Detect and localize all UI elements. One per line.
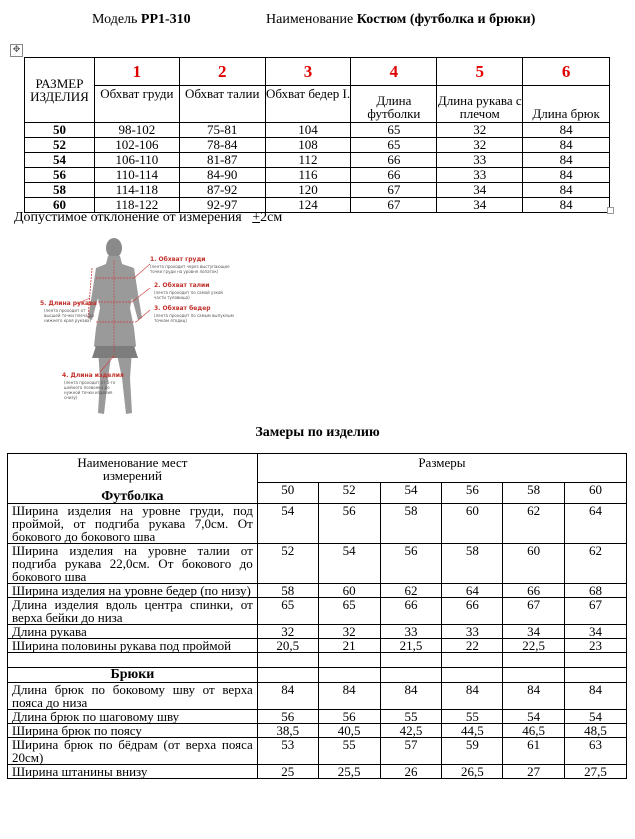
measure-value: 21 [318, 638, 380, 652]
col-num-2: 2 [179, 58, 265, 86]
col-num-5: 5 [437, 58, 523, 86]
size-row [25, 138, 610, 153]
size-col-header: 50 [257, 482, 318, 503]
tolerance-note [14, 210, 282, 226]
measure-value: 56 [380, 543, 442, 583]
col-num-6: 6 [523, 58, 610, 86]
measure-value: 64 [442, 583, 503, 597]
col-label-6: Длина брюк [523, 86, 610, 123]
measure-value: 84 [442, 682, 503, 709]
measure-value: 57 [380, 737, 442, 764]
measure-value: 60 [442, 503, 503, 543]
measure-value: 64 [565, 503, 627, 543]
tolerance-value: 2см [260, 210, 283, 225]
measure-label: Ширина штанины внизу [8, 764, 258, 778]
measure-value: 20,5 [257, 638, 318, 652]
measure-value: 21,5 [380, 638, 442, 652]
measure-value: 48,5 [565, 723, 627, 737]
value-cell: 84 [523, 138, 610, 153]
value-cell: 106-110 [94, 153, 179, 168]
measure-value: 27,5 [565, 764, 627, 778]
measure-row [8, 682, 627, 709]
fig-note-1: (лента проходит через выступающие точки груди на уровне лопаток) [150, 264, 230, 274]
size-cell: 56 [25, 168, 95, 183]
name-value: Костюм (футболка и брюки) [356, 12, 536, 27]
size-col-header: 58 [503, 482, 565, 503]
value-cell: 33 [437, 168, 523, 183]
value-cell: 66 [351, 153, 437, 168]
value-cell: 114-118 [94, 183, 179, 198]
measure-row [8, 543, 627, 583]
measure-value: 62 [503, 503, 565, 543]
value-cell: 32 [437, 123, 523, 138]
measure-label: Ширина брюк по поясу [8, 723, 258, 737]
measure-value: 40,5 [318, 723, 380, 737]
col-label-1: Обхват груди [94, 86, 179, 123]
measure-row [8, 709, 627, 723]
value-cell: 67 [351, 198, 437, 213]
spacer-row [8, 652, 258, 667]
measure-value: 46,5 [503, 723, 565, 737]
value-cell: 65 [351, 123, 437, 138]
fig-note-3: (лента проходит по самым выпуклым точкам ягодиц) [154, 313, 234, 323]
size-cell: 58 [25, 183, 95, 198]
size-cell: 50 [25, 123, 95, 138]
measure-value: 34 [565, 624, 627, 638]
fig-label-1: 1. Обхват груди [150, 256, 206, 263]
measure-value: 61 [503, 737, 565, 764]
col-label-3: Обхват бедер I. [265, 86, 351, 123]
measure-label: Ширина изделия на уровне талии от подгиба рукава 22,0см. От бокового до бокового шва [8, 543, 258, 583]
measure-value: 67 [503, 597, 565, 624]
fig-label-5: 5. Длина рукава [40, 300, 97, 307]
table-resize-handle[interactable] [607, 207, 614, 214]
measure-value: 58 [257, 583, 318, 597]
table-move-handle-icon[interactable]: ✥ [10, 44, 23, 57]
size-col-header: 52 [318, 482, 380, 503]
col-num-4: 4 [351, 58, 437, 86]
value-cell: 34 [437, 198, 523, 213]
value-cell: 34 [437, 183, 523, 198]
value-cell: 84 [523, 183, 610, 198]
fig-note-5: (лента проходит от высшей точки плеча до нижнего края рукава) [44, 308, 95, 323]
measure-value: 23 [565, 638, 627, 652]
size-col-header: 54 [380, 482, 442, 503]
measure-value: 56 [318, 709, 380, 723]
size-table [24, 57, 610, 213]
measure-row [8, 737, 627, 764]
measure-value: 27 [503, 764, 565, 778]
size-row [25, 123, 610, 138]
measure-row [8, 597, 627, 624]
model-label: Модель [92, 12, 138, 27]
measure-value: 84 [318, 682, 380, 709]
measure-value: 60 [503, 543, 565, 583]
measure-row [8, 723, 627, 737]
measure-value: 62 [565, 543, 627, 583]
measure-value: 44,5 [442, 723, 503, 737]
measure-value: 54 [257, 503, 318, 543]
measure-label: Длина брюк по шаговому шву [8, 709, 258, 723]
fig-note-4: (лента проходит от 6-го шейного позвонка до нужной точки изделия снизу) [64, 380, 116, 400]
value-cell: 75-81 [179, 123, 265, 138]
measure-row [8, 624, 627, 638]
name-label: Наименование [266, 12, 354, 27]
measure-row [8, 764, 627, 778]
sizes-header: Размеры [257, 454, 626, 483]
measure-label: Длина изделия вдоль центра спинки, от верха бейки до низа [8, 597, 258, 624]
tshirt-title: Футболка [8, 482, 258, 503]
col-label-2: Обхват талии [179, 86, 265, 123]
measure-value: 26,5 [442, 764, 503, 778]
value-cell: 120 [265, 183, 351, 198]
value-cell: 124 [265, 198, 351, 213]
measure-value: 58 [442, 543, 503, 583]
size-cell: 54 [25, 153, 95, 168]
size-cell: 60 [25, 198, 95, 213]
value-cell: 32 [437, 138, 523, 153]
measure-value: 56 [257, 709, 318, 723]
measurement-figure [34, 238, 244, 428]
measure-value: 63 [565, 737, 627, 764]
value-cell: 87-92 [179, 183, 265, 198]
value-cell: 84 [523, 123, 610, 138]
measure-value: 32 [257, 624, 318, 638]
measure-value: 66 [503, 583, 565, 597]
measure-label: Ширина брюк по бёдрам (от верха пояса 20см) [8, 737, 258, 764]
measure-value: 33 [442, 624, 503, 638]
measure-value: 53 [257, 737, 318, 764]
measure-value: 55 [380, 709, 442, 723]
col-num-1: 1 [94, 58, 179, 86]
value-cell: 118-122 [94, 198, 179, 213]
size-cell: 52 [25, 138, 95, 153]
value-cell: 104 [265, 123, 351, 138]
value-cell: 78-84 [179, 138, 265, 153]
measure-value: 54 [318, 543, 380, 583]
measure-value: 52 [257, 543, 318, 583]
measure-value: 42,5 [380, 723, 442, 737]
value-cell: 66 [351, 168, 437, 183]
measure-value: 65 [318, 597, 380, 624]
value-cell: 67 [351, 183, 437, 198]
trousers-title: Брюки [8, 667, 258, 682]
measure-value: 65 [257, 597, 318, 624]
measure-value: 25 [257, 764, 318, 778]
measure-value: 84 [380, 682, 442, 709]
fig-label-3: 3. Обхват бедер [154, 305, 211, 312]
measure-value: 68 [565, 583, 627, 597]
value-cell: 112 [265, 153, 351, 168]
measure-value: 54 [565, 709, 627, 723]
col-num-3: 3 [265, 58, 351, 86]
fig-note-2: (лента проходит по самой узкой части туловища) [154, 290, 223, 300]
measure-value: 67 [565, 597, 627, 624]
size-row [25, 153, 610, 168]
fig-label-4: 4. Длина изделия [62, 372, 124, 379]
size-row [25, 183, 610, 198]
measure-value: 22 [442, 638, 503, 652]
measure-value: 60 [318, 583, 380, 597]
measure-value: 22,5 [503, 638, 565, 652]
measure-value: 34 [503, 624, 565, 638]
value-cell: 84-90 [179, 168, 265, 183]
value-cell: 92-97 [179, 198, 265, 213]
measure-value: 33 [380, 624, 442, 638]
measure-value: 84 [565, 682, 627, 709]
measure-value: 66 [442, 597, 503, 624]
measure-label: Ширина половины рукава под проймой [8, 638, 258, 652]
measure-label: Длина рукава [8, 624, 258, 638]
value-cell: 84 [523, 168, 610, 183]
measure-row [8, 583, 627, 597]
value-cell: 33 [437, 153, 523, 168]
value-cell: 81-87 [179, 153, 265, 168]
measure-table [7, 453, 627, 779]
model-value: PP1-310 [140, 12, 191, 27]
size-row [25, 168, 610, 183]
col-label-5: Длина рукава с плечом [437, 86, 523, 123]
tolerance-pm: + [252, 210, 261, 225]
col-label-4: Длина футболки [351, 86, 437, 123]
measure-value: 84 [503, 682, 565, 709]
size-col-header: 56 [442, 482, 503, 503]
measure-row [8, 503, 627, 543]
measure-label: Ширина изделия на уровне бедер (по низу) [8, 583, 258, 597]
measure-value: 55 [318, 737, 380, 764]
measure-title: Замеры по изделию [255, 425, 380, 440]
value-cell: 84 [523, 198, 610, 213]
measure-value: 62 [380, 583, 442, 597]
measure-label: Длина брюк по боковому шву от верха пояса до низа [8, 682, 258, 709]
value-cell: 108 [265, 138, 351, 153]
measure-row [8, 638, 627, 652]
value-cell: 102-106 [94, 138, 179, 153]
size-header: РАЗМЕР ИЗДЕЛИЯ [25, 58, 95, 123]
measure-value: 32 [318, 624, 380, 638]
value-cell: 84 [523, 153, 610, 168]
model-line [92, 12, 191, 28]
tolerance-text: Допустимое отклонение от измерения [14, 210, 242, 225]
value-cell: 110-114 [94, 168, 179, 183]
measure-value: 25,5 [318, 764, 380, 778]
value-cell: 98-102 [94, 123, 179, 138]
measure-value: 58 [380, 503, 442, 543]
measure-value: 66 [380, 597, 442, 624]
name-header: Наименование мест измерений [8, 454, 258, 483]
measure-label: Ширина изделия на уровне груди, под проймой, от подгиба рукава 7,0см. От бокового до бокового шва [8, 503, 258, 543]
value-cell: 116 [265, 168, 351, 183]
measure-value: 55 [442, 709, 503, 723]
measure-value: 84 [257, 682, 318, 709]
measure-value: 26 [380, 764, 442, 778]
measure-value: 59 [442, 737, 503, 764]
value-cell: 65 [351, 138, 437, 153]
product-name-line [266, 12, 535, 28]
measure-value: 56 [318, 503, 380, 543]
fig-label-2: 2. Обхват талии [154, 282, 210, 289]
size-col-header: 60 [565, 482, 627, 503]
measure-value: 54 [503, 709, 565, 723]
measure-value: 38,5 [257, 723, 318, 737]
